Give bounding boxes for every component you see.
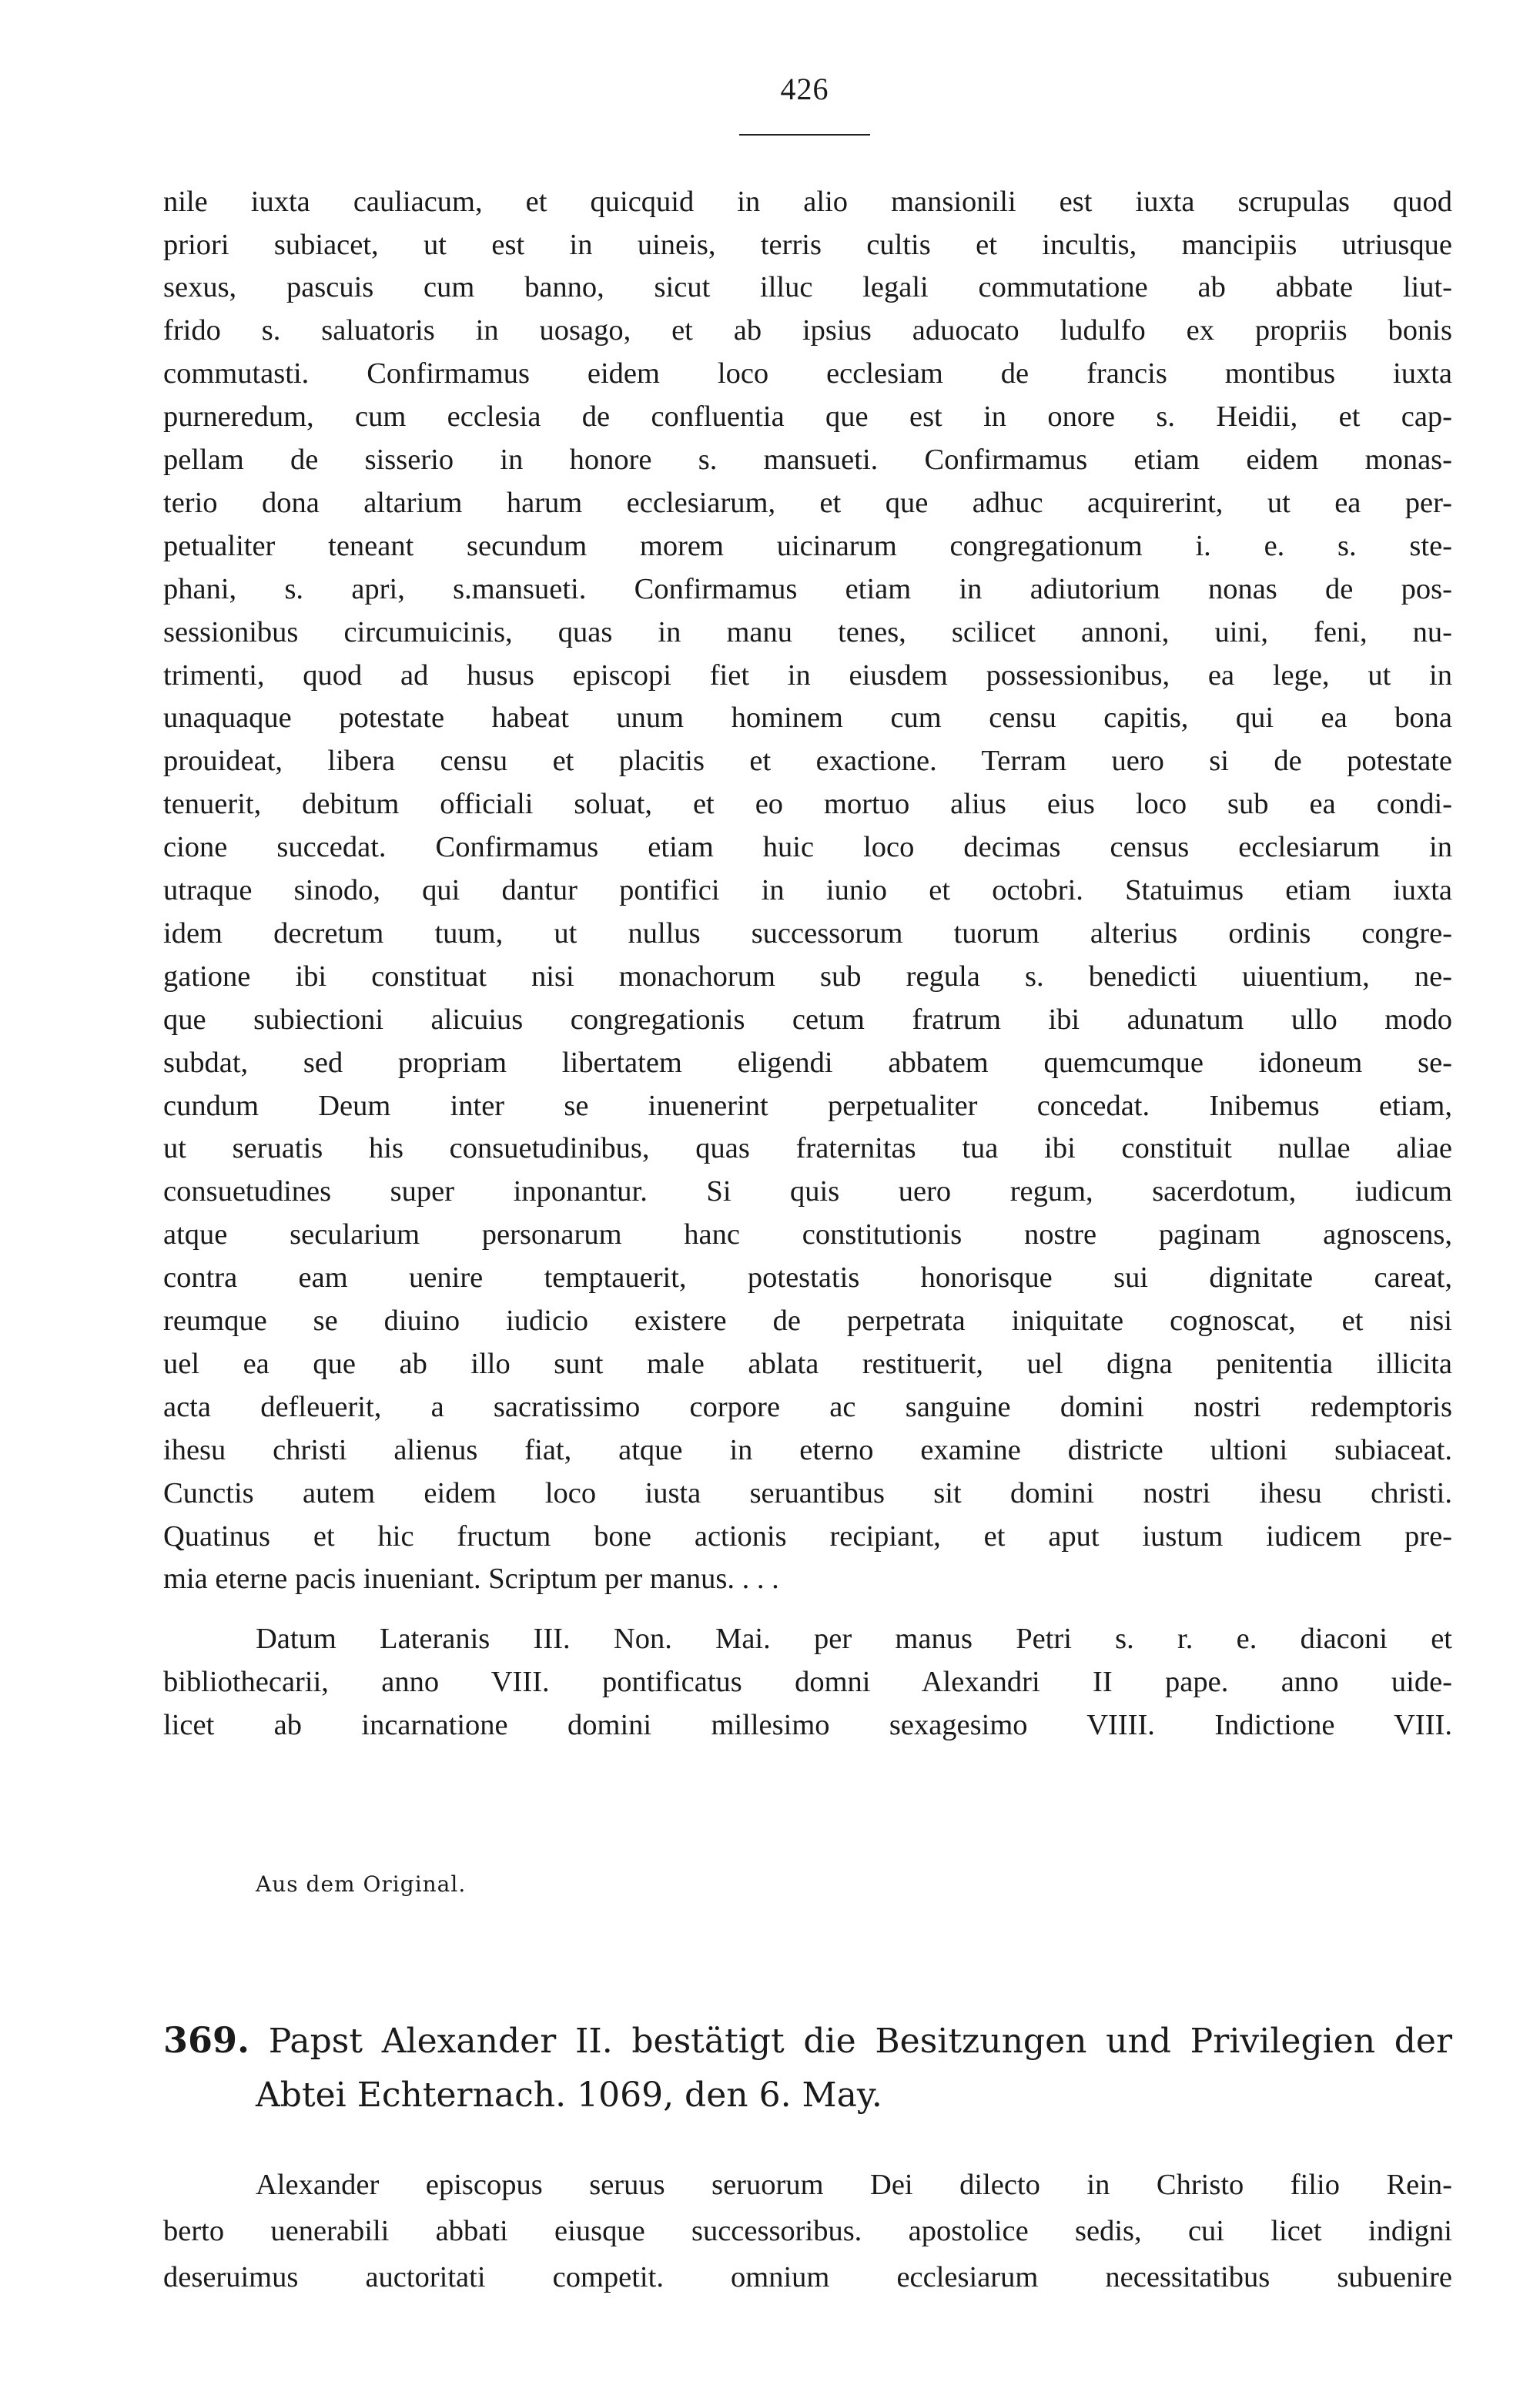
body-line: atque secularium personarum hanc constitutionis nostre paginam agnoscens,	[163, 1218, 1452, 1251]
page-number: 426	[780, 72, 829, 106]
body-line: tenuerit, debitum officiali soluat, et eo mortuo alius eius loco sub ea condi-	[163, 788, 1452, 820]
body-line: Cunctis autem eidem loco iusta seruantibus sit domini nostri ihesu christi.	[163, 1477, 1452, 1509]
body-line: priori subiacet, ut est in uineis, terris cultis et incultis, mancipiis utriusque	[163, 229, 1452, 261]
incipit-line: deseruimus auctoritati competit. omnium ecclesiarum necessitatibus subuenire	[163, 2261, 1452, 2293]
body-line: reumque se diuino iudicio existere de perpetrata iniquitate cognoscat, et nisi	[163, 1305, 1452, 1337]
heading-line	[163, 2013, 1452, 2067]
body-line: frido s. saluatoris in uosago, et ab ipsius aduocato ludulfo ex propriis bonis	[163, 314, 1452, 347]
body-line: que subiectioni alicuius congregationis cetum fratrum ibi adunatum ullo modo	[163, 1003, 1452, 1036]
body-line: consuetudines super inponantur. Si quis uero regum, sacerdotum, iudicum	[163, 1175, 1452, 1208]
body-line: unaquaque potestate habeat unum hominem cum censu capitis, qui ea bona	[163, 702, 1452, 734]
body-line: petualiter teneant secundum morem uicinarum congregationum i. e. s. ste-	[163, 530, 1452, 562]
body-line: utraque sinodo, qui dantur pontifici in iunio et octobri. Statuimus etiam iuxta	[163, 874, 1452, 906]
document-number: 369.	[163, 2019, 250, 2061]
datum-line: Datum Lateranis III. Non. Mai. per manus Petri s. r. e. diaconi et	[256, 1623, 1452, 1655]
heading-line: Abtei Echternach. 1069, den 6. May.	[256, 2075, 882, 2115]
body-line: gatione ibi constituat nisi monachorum sub regula s. benedicti uiuentium, ne-	[163, 960, 1452, 993]
body-line: sexus, pascuis cum banno, sicut illuc legali commutatione ab abbate liut-	[163, 271, 1452, 303]
body-line: pellam de sisserio in honore s. mansueti. Confirmamus etiam eidem monas-	[163, 444, 1452, 476]
body-line: contra eam uenire temptauerit, potestatis honorisque sui dignitate careat,	[163, 1261, 1452, 1294]
body-line: subdat, sed propriam libertatem eligendi abbatem quemcumque idoneum se-	[163, 1047, 1452, 1079]
body-line: Quatinus et hic fructum bone actionis recipiant, et aput iustum iudicem pre-	[163, 1520, 1452, 1553]
incipit-line: Alexander episcopus seruus seruorum Dei dilecto in Christo filio Rein-	[256, 2169, 1452, 2201]
body-line: idem decretum tuum, ut nullus successorum tuorum alterius ordinis congre-	[163, 917, 1452, 950]
datum-line: bibliothecarii, anno VIII. pontificatus domni Alexandri II pape. anno uide-	[163, 1666, 1452, 1698]
datum-line: licet ab incarnatione domini millesimo sexagesimo VIIII. Indictione VIII.	[163, 1709, 1452, 1741]
body-line: cundum Deum inter se inuenerint perpetualiter concedat. Inibemus etiam,	[163, 1090, 1452, 1122]
body-line: purneredum, cum ecclesia de confluentia que est in onore s. Heidii, et cap-	[163, 400, 1452, 433]
body-line: ut seruatis his consuetudinibus, quas fraternitas tua ibi constituit nullae aliae	[163, 1132, 1452, 1164]
body-line: ihesu christi alienus fiat, atque in eterno examine districte ultioni subiaceat.	[163, 1434, 1452, 1466]
body-line: sessionibus circumuicinis, quas in manu tenes, scilicet annoni, uini, feni, nu-	[163, 616, 1452, 648]
body-line: nile iuxta cauliacum, et quicquid in alio mansionili est iuxta scrupulas quod	[163, 186, 1452, 218]
body-line: mia eterne pacis inueniant. Scriptum per manus. . . .	[163, 1563, 779, 1595]
body-line: trimenti, quod ad husus episcopi fiet in eiusdem possessionibus, ea lege, ut in	[163, 659, 1452, 692]
body-line: prouideat, libera censu et placitis et exactione. Terram uero si de potestate	[163, 745, 1452, 777]
body-line: terio dona altarium harum ecclesiarum, et que adhuc acquirerint, ut ea per-	[163, 487, 1452, 519]
heading-text: Papst Alexander II. bestätigt die Besitzungen und Privilegien der	[268, 2022, 1452, 2061]
incipit-line: berto uenerabili abbati eiusque successoribus. apostolice sedis, cui licet indigni	[163, 2215, 1452, 2247]
body-line: cione succedat. Confirmamus etiam huic loco decimas census ecclesiarum in	[163, 831, 1452, 863]
body-line: uel ea que ab illo sunt male ablata restituerit, uel digna penitentia illicita	[163, 1348, 1452, 1380]
page-number-rule	[739, 134, 870, 136]
body-line: phani, s. apri, s.mansueti. Confirmamus etiam in adiutorium nonas de pos-	[163, 573, 1452, 605]
source-note: Aus dem Original.	[256, 1871, 467, 1897]
body-line: commutasti. Confirmamus eidem loco ecclesiam de francis montibus iuxta	[163, 357, 1452, 390]
body-line: acta defleuerit, a sacratissimo corpore ac sanguine domini nostri redemptoris	[163, 1391, 1452, 1423]
